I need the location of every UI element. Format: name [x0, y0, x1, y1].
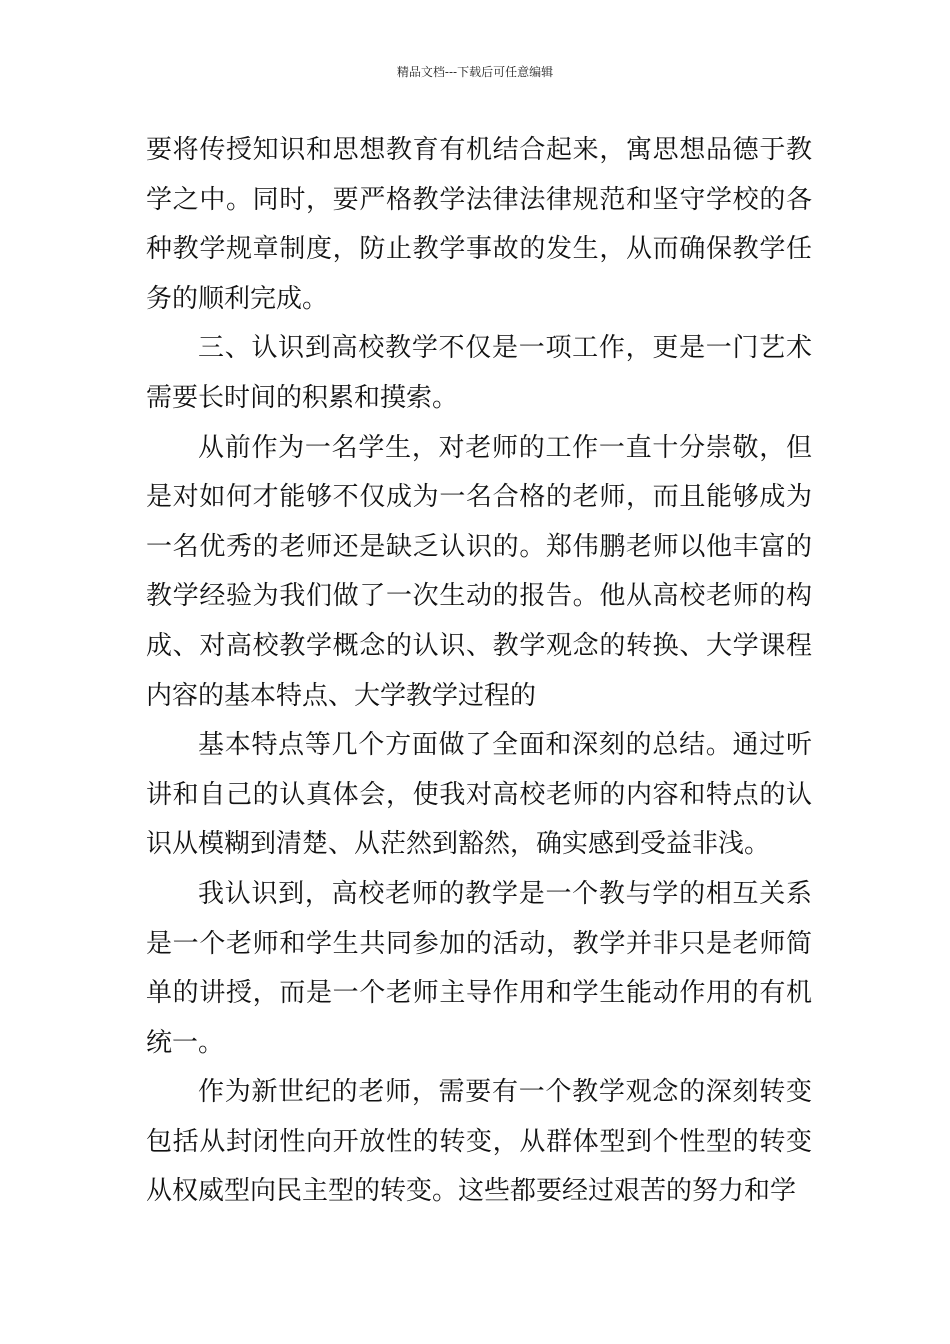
document-body — [146, 126, 812, 1217]
paragraph-section-heading: 三、认识到高校教学不仅是一项工作，更是一门艺术需要长时间的积累和摸索。 — [146, 333, 812, 413]
paragraph-continuation: 要将传授知识和思想教育有机结合起来，寓思想品德于教学之中。同时，要严格教学法律法律规范和坚守学校的各种教学规章制度，防止教学事故的发生，从而确保教学任务的顺利完成。 — [146, 135, 812, 314]
paragraph: 从前作为一名学生，对老师的工作一直十分崇敬，但是对如何才能够不仅成为一名合格的老师，而且能够成为一名优秀的老师还是缺乏认识的。郑伟鹏老师以他丰富的教学经验为我们做了一次生动的报告。他从高校老师的构成、对高校教学概念的认识、教学观念的转换、大学课程内容的基本特点、大学教学过程的 — [146, 432, 812, 711]
page-header: 精品文档---下载后可任意编辑 — [396, 65, 554, 79]
paragraph: 作为新世纪的老师，需要有一个教学观念的深刻转变包括从封闭性向开放性的转变，从群体型到个性型的转变从权威型向民主型的转变。这些都要经过艰苦的努力和学 — [146, 1077, 812, 1207]
paragraph: 我认识到，高校老师的教学是一个教与学的相互关系是一个老师和学生共同参加的活动，教学并非只是老师简单的讲授，而是一个老师主导作用和学生能动作用的有机统一。 — [146, 878, 812, 1058]
paragraph: 基本特点等几个方面做了全面和深刻的总结。通过听讲和自己的认真体会，使我对高校老师的内容和特点的认识从模糊到清楚、从茫然到豁然，确实感到受益非浅。 — [146, 730, 812, 860]
